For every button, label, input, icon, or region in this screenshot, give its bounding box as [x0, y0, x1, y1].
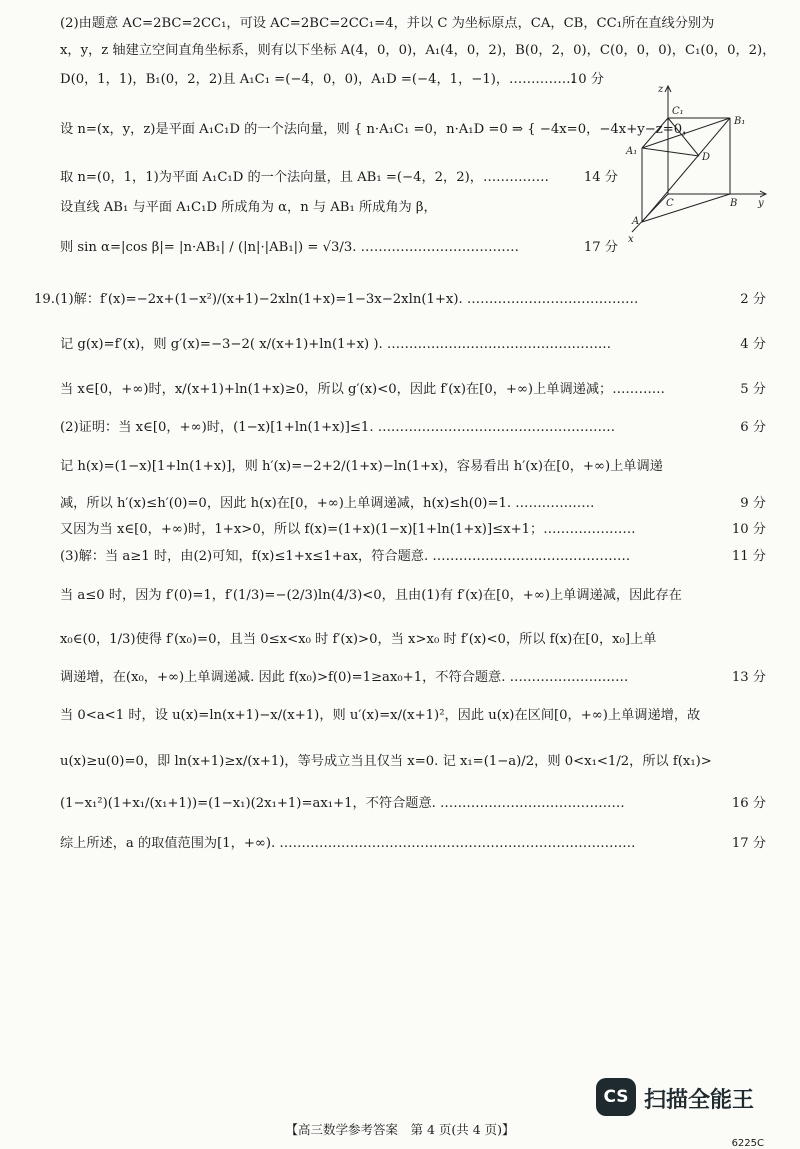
line-text: (2)由题意 AC=2BC=2CC₁，可设 AC=2BC=2CC₁=4，并以 C 为坐标原点，CA，CB，CC₁所在直线分别为 — [60, 16, 715, 31]
cs-logo-icon: CS — [596, 1078, 636, 1116]
score: 10 分 — [569, 72, 604, 87]
label-x: x — [628, 234, 634, 245]
score: 16 分 — [731, 796, 766, 811]
segment-c1-d — [668, 118, 699, 156]
score: 2 分 — [740, 292, 766, 307]
segment-a-b1 — [642, 118, 730, 222]
scanner-watermark — [596, 1078, 786, 1118]
line-text: 当 0<a<1 时，设 u(x)=ln(x+1)−x/(x+1)，则 u′(x)=x/(x+1)²，因此 u(x)在区间[0，+∞)上单调递增，故 — [60, 708, 701, 723]
score: 17 分 — [583, 240, 618, 255]
score: 11 分 — [731, 549, 766, 564]
prism-figure — [620, 82, 770, 247]
line-text: 设直线 AB₁ 与平面 A₁C₁D 所成角为 α，n 与 AB₁ 所成角为 β， — [60, 200, 437, 215]
line-text: (2)证明：当 x∈[0，+∞)时，(1−x)[1+ln(1+x)]≤1. ……………………………………………… — [60, 420, 616, 435]
score: 17 分 — [731, 836, 766, 851]
segment-a1-d — [642, 148, 699, 156]
line-text: D(0，1，1)，B₁(0，2，2)且 A₁C₁ =(−4，0，0)，A₁D =(−4，1，−1)，…………… — [60, 72, 575, 87]
line-text: 调递增，在(x₀，+∞)上单调递减. 因此 f(x₀)>f(0)=1≥ax₀+1，不符合题意. ……………………… — [60, 670, 629, 685]
label-b1: B₁ — [734, 116, 746, 127]
doc-code: 6225C — [731, 1138, 764, 1149]
label-y: y — [758, 198, 764, 209]
score: 5 分 — [740, 382, 766, 397]
line-text: 记 g(x)=f′(x)，则 g′(x)=−3−2( x/(x+1)+ln(1+x) ). …………………………………………… — [60, 337, 612, 352]
label-a1: A₁ — [626, 146, 638, 157]
line-text: x₀∈(0，1/3)使得 f′(x₀)=0，且当 0≤x<x₀ 时 f′(x)>0，当 x>x₀ 时 f′(x)<0，所以 f(x)在[0，x₀]上单 — [60, 632, 657, 647]
line-text: 设 n=(x，y，z)是平面 A₁C₁D 的一个法向量，则 { n·A₁C₁ =0，n·A₁D =0 ⇒ { −4x=0，−4x+y−z=0， — [60, 122, 696, 137]
score: 9 分 — [740, 496, 766, 511]
label-c: C — [666, 198, 674, 209]
label-z: z — [658, 84, 664, 95]
line-text: 19.(1)解：f′(x)=−2x+(1−x²)/(x+1)−2xln(1+x)=1−3x−2xln(1+x). ………………………………… — [34, 292, 639, 307]
score: 4 分 — [740, 337, 766, 352]
line-text: 则 sin α=|cos β|= |n·AB₁| / (|n|·|AB₁|) = √3/3. ……………………………… — [60, 240, 519, 255]
line-text: (1−x₁²)(1+x₁/(x₁+1))=(1−x₁)(2x₁+1)=ax₁+1，不符合题意. …………………………………… — [60, 796, 625, 811]
line-text: 记 h(x)=(1−x)[1+ln(1+x)]，则 h′(x)=−2+2/(1+x)−ln(1+x)，容易看出 h′(x)在[0，+∞)上单调递 — [60, 459, 663, 474]
line-text: 又因为当 x∈[0，+∞)时，1+x>0，所以 f(x)=(1+x)(1−x)[1+ln(1+x)]≤x+1；………………… — [60, 522, 636, 537]
line-text: 取 n=(0，1，1)为平面 A₁C₁D 的一个法向量，且 AB₁ =(−4，2，2)，…………… — [60, 170, 549, 185]
watermark-text: 扫描全能王 — [644, 1088, 755, 1113]
line-text: u(x)≥u(0)=0，即 ln(x+1)≥x/(x+1)，等号成立当且仅当 x=0. 记 x₁=(1−a)/2，则 0<x₁<1/2，所以 f(x₁)> — [60, 754, 712, 769]
score: 6 分 — [740, 420, 766, 435]
label-d: D — [702, 152, 711, 163]
line-text: x，y，z 轴建立空间直角坐标系，则有以下坐标 A(4，0，0)，A₁(4，0，2)，B(0，2，0)，C(0，0，0)，C₁(0，0，2)， — [60, 43, 776, 58]
line-text: (3)解：当 a≥1 时，由(2)可知，f(x)≤1+x≤1+ax，符合题意. ……………………………………… — [60, 549, 631, 564]
label-a: A — [632, 216, 640, 227]
line-text: 减，所以 h′(x)≤h′(0)=0，因此 h(x)在[0，+∞)上单调递减，h(x)≤h(0)=1. ……………… — [60, 496, 595, 511]
line-text: 当 x∈[0，+∞)时，x/(x+1)+ln(1+x)≥0，所以 g′(x)<0，因此 f′(x)在[0，+∞)上单调递减；………… — [60, 382, 665, 397]
line-text: 综上所述，a 的取值范围为[1，+∞). ……………………………………………………………………… — [60, 836, 636, 851]
label-c1: C₁ — [672, 106, 684, 117]
score: 10 分 — [731, 522, 766, 537]
page-footer: 【高三数学参考答案 第 4 页(共 4 页)】 — [285, 1122, 515, 1137]
line-text: 当 a≤0 时，因为 f′(0)=1，f′(1/3)=−(2/3)ln(4/3)<0，且由(1)有 f′(x)在[0，+∞)上单调递减，因此存在 — [60, 588, 682, 603]
label-b: B — [730, 198, 738, 209]
score: 14 分 — [583, 170, 618, 185]
score: 13 分 — [731, 670, 766, 685]
